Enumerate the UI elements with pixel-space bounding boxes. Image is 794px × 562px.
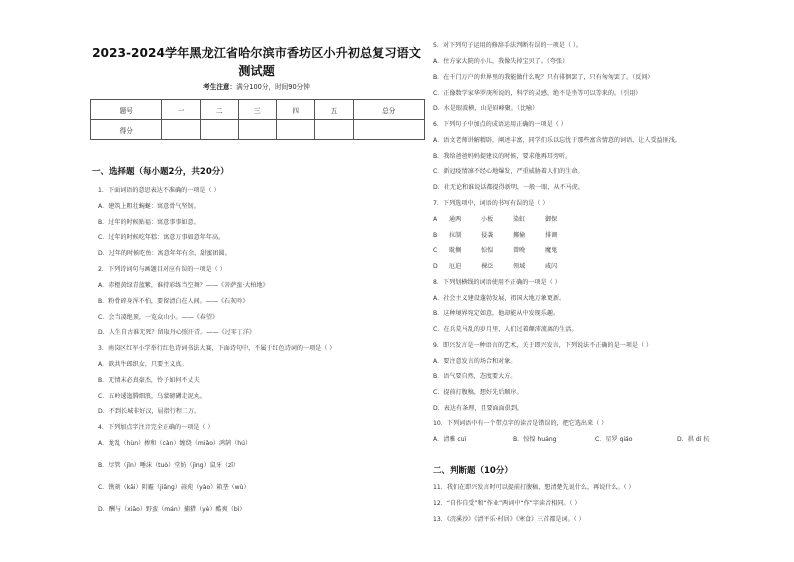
score-table-header [91, 100, 425, 120]
q7-word: 裸泛 [481, 263, 494, 270]
option-line: A．社会主义建设蓬勃发展，祖国大地万象更新。 [433, 295, 566, 302]
option-line: A．龙乱（hùn）掺和（càn）缠绕（miǎo）鸿鹄（hú） [98, 440, 252, 447]
option-line: D．酬与（xiāo）野蛮（mán）捕猎（yè）酷爽（bì） [98, 506, 246, 513]
question-line: 10．下列词语中有一个带点字的读音是错误的，把它选出来（ ） [433, 420, 608, 427]
q7-row [433, 216, 577, 224]
option-line: A．建筑上粗壮蜿蜒：寓意骨气坚韧。 [98, 203, 200, 210]
option-line: C．过年的时候吃年糕：寓意万事如意年年高。 [98, 234, 225, 241]
q7-word: 魔鬼 [545, 247, 558, 254]
q7-word: 厄迫 [449, 263, 462, 270]
option-line: B．语气要自然，态度要大方。 [433, 373, 517, 380]
question-line: 5．对下列句子运用的修辞手法判断有误的一项是（ ）。 [433, 42, 583, 49]
q7-word: 惊惶 [481, 247, 494, 254]
score-table-row [91, 120, 425, 140]
option-line: D．表达有条理，且要面面俱到。 [433, 405, 524, 412]
question-line: 8．下列划横线的词语使用不正确的一项是（ ） [433, 279, 561, 286]
option-line: A．赤橙黄绿青蓝紫，谁持彩练当空舞？——《菩萨蛮·大柏地》 [98, 282, 269, 289]
question-line: 9．即兴发言是一种语言的艺术，关于即兴发言，下列说法不正确的是一项是（ ） [433, 342, 653, 349]
q10-option: C．星罗 qiáo [595, 436, 633, 443]
option-line: B．这种境界宛定如意，他却能从中发现乐趣。 [433, 310, 560, 317]
score-input-cell [238, 120, 276, 140]
question-line: 2．下列诗词句与画题目对应有误的一项是（ ） [98, 266, 226, 273]
question-line: 4．下列加点字注音完全正确的一项是（ ） [98, 424, 214, 431]
table-cell: 一 [162, 100, 200, 120]
question-line: 3．南岗区红军小学举行红色诗词书法大赛，下面诗句中，不属于红色诗词的一项是（ ） [98, 345, 336, 352]
section-1-heading: 一、选择题（每小题2分，共20分） [92, 167, 229, 177]
q7-word: 排调 [545, 232, 558, 239]
q7-word: 领域 [513, 263, 526, 270]
q7-word: 通两 [449, 216, 462, 223]
table-cell: 五 [315, 100, 353, 120]
table-cell: 总分 [353, 100, 424, 120]
score-input-cell [162, 120, 200, 140]
q7-row [433, 263, 577, 271]
q7-word: 御保 [545, 216, 558, 223]
q7-word: 咸闪 [545, 263, 558, 270]
score-input-cell [200, 120, 238, 140]
option-line: B．我给爸爸妈妈提建议的时候，要求他再耳旁听。 [433, 153, 572, 160]
option-line: B．无情未必真豪杰，怜子如何不丈夫 [98, 377, 200, 384]
option-line: C．正像数学家华罗庚所说的，科学的灵感，绝不是坐等可以等来的。（引用） [433, 90, 642, 97]
option-line: A．语文老师讲解精辟，阐述丰富，同学们乐以忘忧于那些富含情意的词语，让人受益匪浅。 [433, 137, 681, 144]
title-line-1: 2023-2024学年黑龙江省哈尔滨市香坊区小升初总复习语文 [92, 46, 421, 60]
option-line: D．人生自古谁无死？留取丹心照汗青。——《过零丁洋》 [98, 329, 256, 336]
exam-title [84, 44, 429, 80]
table-cell: 题号 [91, 100, 162, 120]
table-cell: 四 [277, 100, 315, 120]
q7-letter: B [433, 232, 438, 239]
option-line: C．新冠疫情凛不经心地爆发，严重威胁着人们的生命。 [433, 168, 584, 175]
q10-options [433, 436, 747, 444]
section-2-heading: 二、判断题（10分） [433, 466, 513, 476]
q7-word: 曾晚 [513, 247, 526, 254]
q10-option: B．惊惶 huáng [513, 436, 557, 443]
q7-word: 侵袭 [481, 232, 494, 239]
right-column [433, 0, 763, 562]
option-line: C．在兵荒马乱的岁月里，人们过着颠沛流离的生活。 [433, 326, 578, 333]
q7-row [433, 247, 577, 255]
option-line: B．过年的时候贴福：寓意事事如意。 [98, 219, 200, 226]
exam-note [84, 81, 429, 91]
question-line: 6．下列句子中加点的成语运用正确的一项是（ ） [433, 121, 567, 128]
option-line: A．欲共牛郎织女，只要主义真。 [98, 361, 188, 368]
question-line: 13．《浣溪沙》《清平乐·村居》《寒食》三首都是词。（ ） [433, 516, 585, 523]
left-column [84, 0, 429, 562]
q7-word: 染虹 [513, 216, 526, 223]
question-line: 11．我们在即兴发言时可以提前打腹稿，想清楚先说什么，再说什么。（ ） [433, 484, 635, 491]
q7-row [433, 232, 577, 240]
q7-word: 揶揄 [513, 232, 526, 239]
score-input-cell [353, 120, 424, 140]
option-line: D．水是眼波横，山是眉峰聚。（比喻） [433, 105, 539, 112]
q10-option: A．清雅 cuì [433, 436, 467, 443]
option-line: D．社无论和谁说话都提得新明，一般一眼，从不马虎。 [433, 184, 584, 191]
option-line: C．提前打腹稿，想好先后顺序。 [433, 389, 523, 396]
option-line: D．不到长城非好汉，屈指行程二万。 [98, 408, 201, 415]
score-table [90, 99, 425, 140]
q7-letter: D [433, 263, 438, 270]
table-cell: 二 [200, 100, 238, 120]
title-line-2: 测试题 [238, 64, 275, 78]
score-input-cell [277, 120, 315, 140]
option-line: B．尽管（jǐn）唾沫（tuò）堂妨（jìng）鼠牙（zī） [98, 462, 240, 469]
question-line: 1．下面词语的意思表达不准确的一项是（ ） [98, 187, 220, 194]
table-cell: 得分 [91, 120, 162, 140]
q7-letter: C [433, 247, 438, 254]
question-line: 7．下列选项中，词语的书写有误的是（ ） [433, 200, 549, 207]
q7-word: 拉制 [449, 232, 462, 239]
question-line: 12．“自作自受”和“作业”两词中“作”字读音相同。（ ） [433, 500, 581, 507]
option-line: B．粉骨碎身浑不怕，要留清白在人间。——《石灰吟》 [98, 298, 249, 305]
q7-word: 耽搁 [449, 247, 462, 254]
option-line: D．过年的时候吃鱼：寓意年年有余，甜蜜团圆。 [98, 250, 231, 257]
q7-word: 小板 [481, 216, 494, 223]
option-line: A．住方家大院的小儿，我像失掉宝贝了。（夸张） [433, 58, 569, 65]
option-line: A．要注意发言的场合和对象。 [433, 358, 517, 365]
option-line: C．镌刻（kāi）阴霾（jiāng）蒜苑（yào）箱垄（wù） [98, 484, 250, 491]
option-line: C．五岭逶迤腾细浪，乌蒙磅礴走泥丸。 [98, 393, 206, 400]
q10-option: D．拱 dí 抗 [677, 436, 710, 443]
score-input-cell [315, 120, 353, 140]
exam-note-label: 考生注意： [203, 83, 237, 91]
table-cell: 三 [238, 100, 276, 120]
option-line: B．在千门万户的世界里的我能做什么呢？只有徘徊罢了，只有匆匆罢了。（反问） [433, 74, 654, 81]
option-line: C．会当凌绝顶，一览众山小。——《春望》 [98, 314, 219, 321]
q7-letter: A [433, 216, 438, 223]
exam-note-text: 满分100分，时间90分钟 [236, 83, 310, 91]
